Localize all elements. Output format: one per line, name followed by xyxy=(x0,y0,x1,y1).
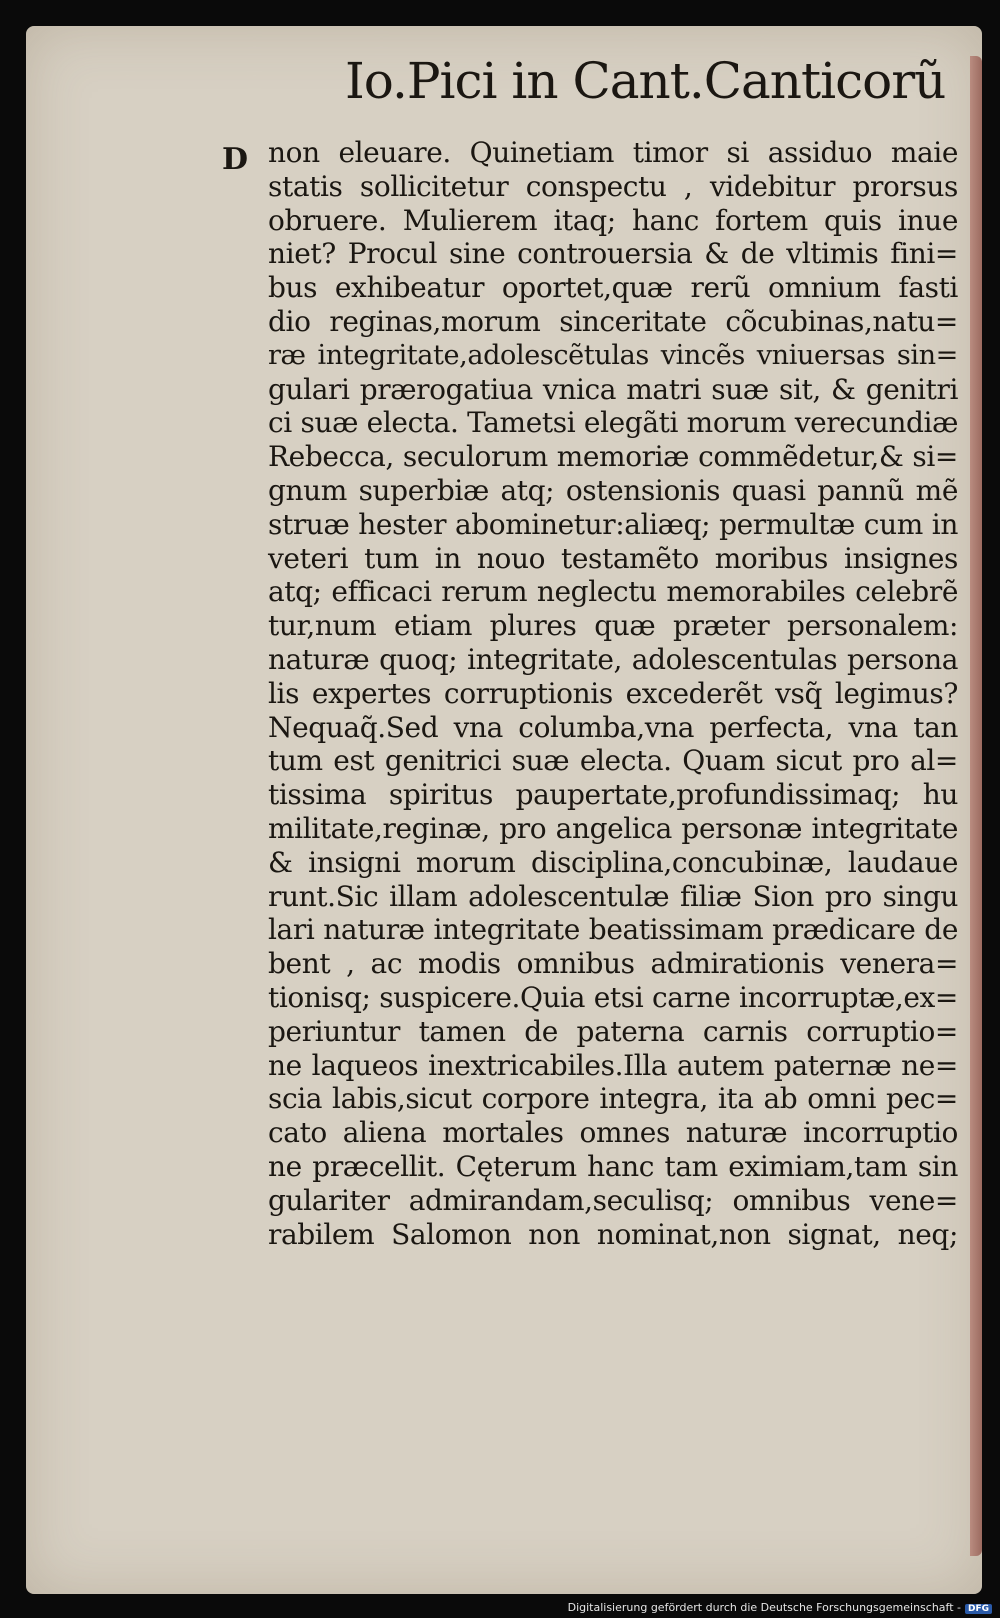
text-line: tionisq; suspicere.Quia etsi carne incorruptæ,ex= xyxy=(268,980,958,1014)
text-line: tissima spiritus paupertate,profundissimaq; hu xyxy=(268,778,958,812)
text-line: tum est genitrici suæ electa. Quam sicut pro al= xyxy=(268,744,958,778)
text-line: bus exhibeatur oportet,quæ rerũ omnium fasti xyxy=(268,271,958,305)
running-head: Io.Pici in Cant.Canticorũ xyxy=(345,52,946,110)
text-line: obruere. Mulierem itaq; hanc fortem quis inue xyxy=(268,203,958,237)
page-edge xyxy=(970,56,982,1556)
text-line: lis expertes corruptionis excederẽt vsq̃ legimus? xyxy=(268,676,958,710)
text-line: niet? Procul sine controuersia & de vltimis fini= xyxy=(268,237,958,271)
text-line: Nequaq̃.Sed vna columba,vna perfecta, vna tan xyxy=(268,710,958,744)
text-line: veteri tum in nouo testamẽto moribus insignes xyxy=(268,541,958,575)
text-line: ne præcellit. Cęterum hanc tam eximiam,tam sin xyxy=(268,1149,958,1183)
text-line: struæ hester abominetur:aliæq; permultæ cum in xyxy=(268,507,958,541)
main-text-block xyxy=(268,136,958,1251)
text-line: periuntur tamen de paterna carnis corruptio= xyxy=(268,1014,958,1048)
text-line: ci suæ electa. Tametsi elegãti morum verecundiæ xyxy=(268,406,958,440)
text-line: scia labis,sicut corpore integra, ita ab omni pec= xyxy=(268,1082,958,1116)
text-line: naturæ quoq; integritate, adolescentulas persona xyxy=(268,642,958,676)
text-line: gulariter admirandam,seculisq; omnibus vene= xyxy=(268,1183,958,1217)
text-line: non eleuare. Quinetiam timor si assiduo maie xyxy=(268,136,958,169)
text-line: militate,reginæ, pro angelica personæ integritate xyxy=(268,811,958,845)
text-line: lari naturæ integritate beatissimam prædicare de xyxy=(268,913,958,947)
text-line: bent , ac modis omnibus admirationis venera= xyxy=(268,947,958,981)
text-line: dio reginas,morum sinceritate cõcubinas,natu= xyxy=(268,304,958,338)
text-line: ræ integritate,adolescẽtulas vincẽs vniuersas sin= xyxy=(268,339,958,371)
text-line: tur,num etiam plures quæ præter personalem: xyxy=(268,609,958,643)
text-line: atq; efficaci rerum neglectu memorabiles celebrẽ xyxy=(268,575,958,609)
dfg-logo: DFG xyxy=(965,1604,992,1614)
signature-mark: D xyxy=(222,142,249,177)
digitization-footer xyxy=(568,1601,992,1614)
text-line: statis sollicitetur conspectu , videbitur prorsus xyxy=(268,169,958,203)
text-line: ne laqueos inextricabiles.Illa autem paternæ ne= xyxy=(268,1048,958,1082)
text-line: runt.Sic illam adolescentulæ filiæ Sion pro singu xyxy=(268,879,958,913)
text-line: gulari prærogatiua vnica matri suæ sit, & genitri xyxy=(268,372,958,406)
text-line: & insigni morum disciplina,concubinæ, laudaue xyxy=(268,845,958,879)
text-line: rabilem Salomon non nominat,non signat, neq; xyxy=(268,1217,958,1251)
text-line: cato aliena mortales omnes naturæ incorruptio xyxy=(268,1116,958,1150)
text-line: gnum superbiæ atq; ostensionis quasi pannũ mẽ xyxy=(268,473,958,507)
text-line: Rebecca, seculorum memoriæ commẽdetur,& si= xyxy=(268,440,958,474)
footer-text: Digitalisierung gefördert durch die Deutsche Forschungsgemeinschaft - xyxy=(567,1601,961,1614)
